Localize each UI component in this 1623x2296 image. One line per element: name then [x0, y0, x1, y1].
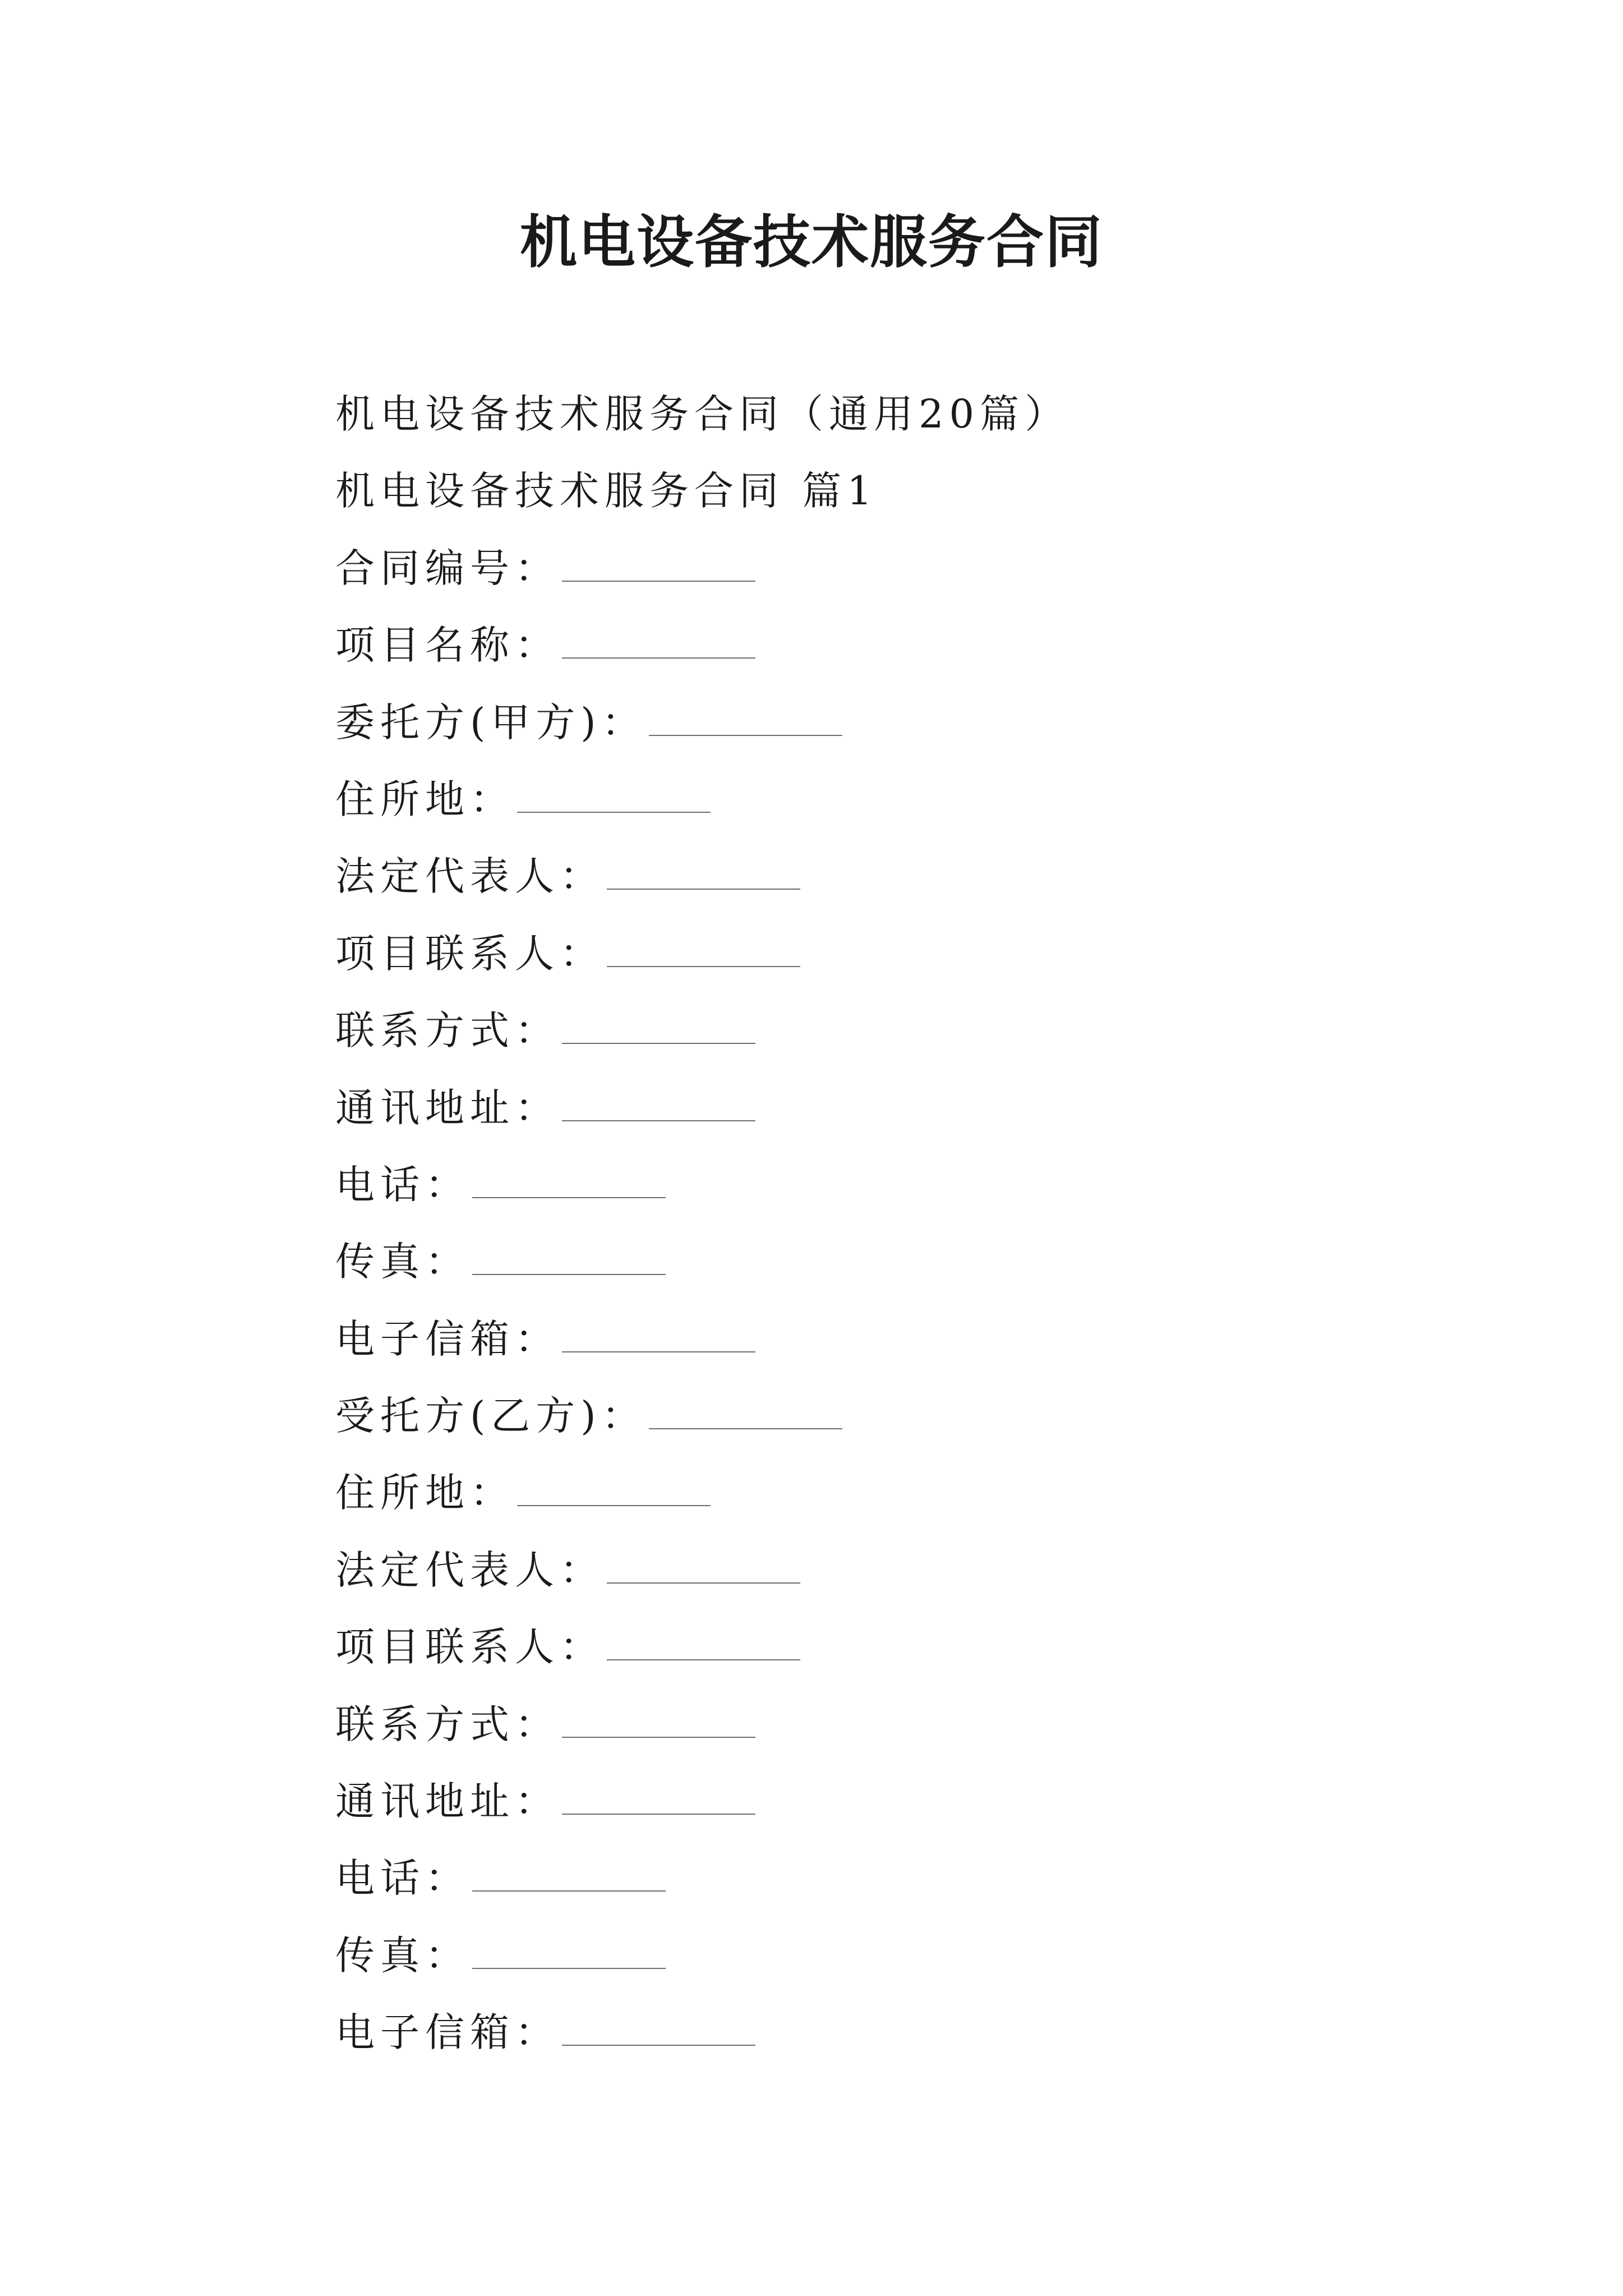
field-label: 住所地： — [335, 776, 515, 822]
field-label: 项目名称： — [335, 622, 560, 669]
field-label: 法定代表人： — [335, 853, 605, 900]
field-label: 法定代表人： — [335, 1547, 605, 1593]
field-row-party-a-contact-method — [335, 992, 1457, 1069]
field-row-party-b — [335, 1378, 1457, 1455]
field-label: 电子信箱： — [335, 2009, 560, 2056]
blank-fill-line[interactable] — [472, 1244, 666, 1275]
blank-fill-line[interactable] — [472, 1167, 666, 1198]
document-body — [335, 376, 1457, 2072]
field-row-party-b-mailing-address — [335, 1763, 1457, 1840]
blank-fill-line[interactable] — [649, 705, 842, 736]
document-subtitle: 机电设备技术服务合同（通用20篇） — [335, 391, 1070, 437]
field-row-party-b-fax — [335, 1917, 1457, 1994]
field-label: 住所地： — [335, 1470, 515, 1516]
field-row-party-a-address — [335, 761, 1457, 838]
blank-fill-line[interactable] — [562, 1013, 755, 1044]
field-row-party-a — [335, 684, 1457, 761]
field-label: 通讯地址： — [335, 1778, 560, 1825]
field-row-party-a-mailing-address — [335, 1070, 1457, 1147]
field-label: 委托方(甲方)： — [335, 699, 647, 746]
field-row-party-b-address — [335, 1455, 1457, 1531]
blank-fill-line[interactable] — [607, 858, 800, 890]
field-label: 电子信箱： — [335, 1315, 560, 1362]
blank-fill-line[interactable] — [562, 1321, 755, 1352]
blank-fill-line[interactable] — [607, 1629, 800, 1660]
field-row-party-b-phone — [335, 1840, 1457, 1917]
blank-fill-line[interactable] — [562, 627, 755, 659]
blank-fill-line[interactable] — [517, 1475, 711, 1506]
blank-fill-line[interactable] — [562, 550, 755, 582]
blank-fill-line[interactable] — [562, 1090, 755, 1121]
document-title: 机电设备技术服务合同 — [520, 209, 1103, 276]
field-row-project-name — [335, 607, 1457, 684]
field-label: 传真： — [335, 1239, 470, 1285]
blank-fill-line[interactable] — [562, 2014, 755, 2046]
field-label: 联系方式： — [335, 1701, 560, 1747]
field-row-party-b-contact-method — [335, 1686, 1457, 1763]
field-label: 电话： — [335, 1161, 470, 1208]
field-row-party-a-legal-rep — [335, 838, 1457, 915]
field-row-contract-number — [335, 530, 1457, 607]
blank-fill-line[interactable] — [607, 936, 800, 967]
field-row-party-b-contact-person — [335, 1609, 1457, 1686]
field-label: 电话： — [335, 1855, 470, 1902]
blank-fill-line[interactable] — [472, 1860, 666, 1892]
blank-fill-line[interactable] — [562, 1783, 755, 1815]
field-row-party-a-email — [335, 1301, 1457, 1378]
blank-fill-line[interactable] — [607, 1552, 800, 1584]
blank-fill-line[interactable] — [517, 781, 711, 813]
blank-fill-line[interactable] — [649, 1398, 842, 1429]
field-label: 合同编号： — [335, 545, 560, 591]
field-row-party-b-email — [335, 1994, 1457, 2071]
field-row-party-b-legal-rep — [335, 1532, 1457, 1609]
field-row-party-a-fax — [335, 1223, 1457, 1300]
field-row-party-a-phone — [335, 1147, 1457, 1223]
field-label: 联系方式： — [335, 1007, 560, 1054]
field-label: 通讯地址： — [335, 1084, 560, 1131]
blank-fill-line[interactable] — [472, 1938, 666, 1969]
section-heading: 机电设备技术服务合同 篇1 — [335, 468, 878, 514]
blank-fill-line[interactable] — [562, 1706, 755, 1738]
field-label: 受托方(乙方)： — [335, 1393, 647, 1439]
field-label: 项目联系人： — [335, 930, 605, 977]
field-row-party-a-contact-person — [335, 915, 1457, 992]
field-label: 传真： — [335, 1932, 470, 1978]
field-label: 项目联系人： — [335, 1624, 605, 1671]
